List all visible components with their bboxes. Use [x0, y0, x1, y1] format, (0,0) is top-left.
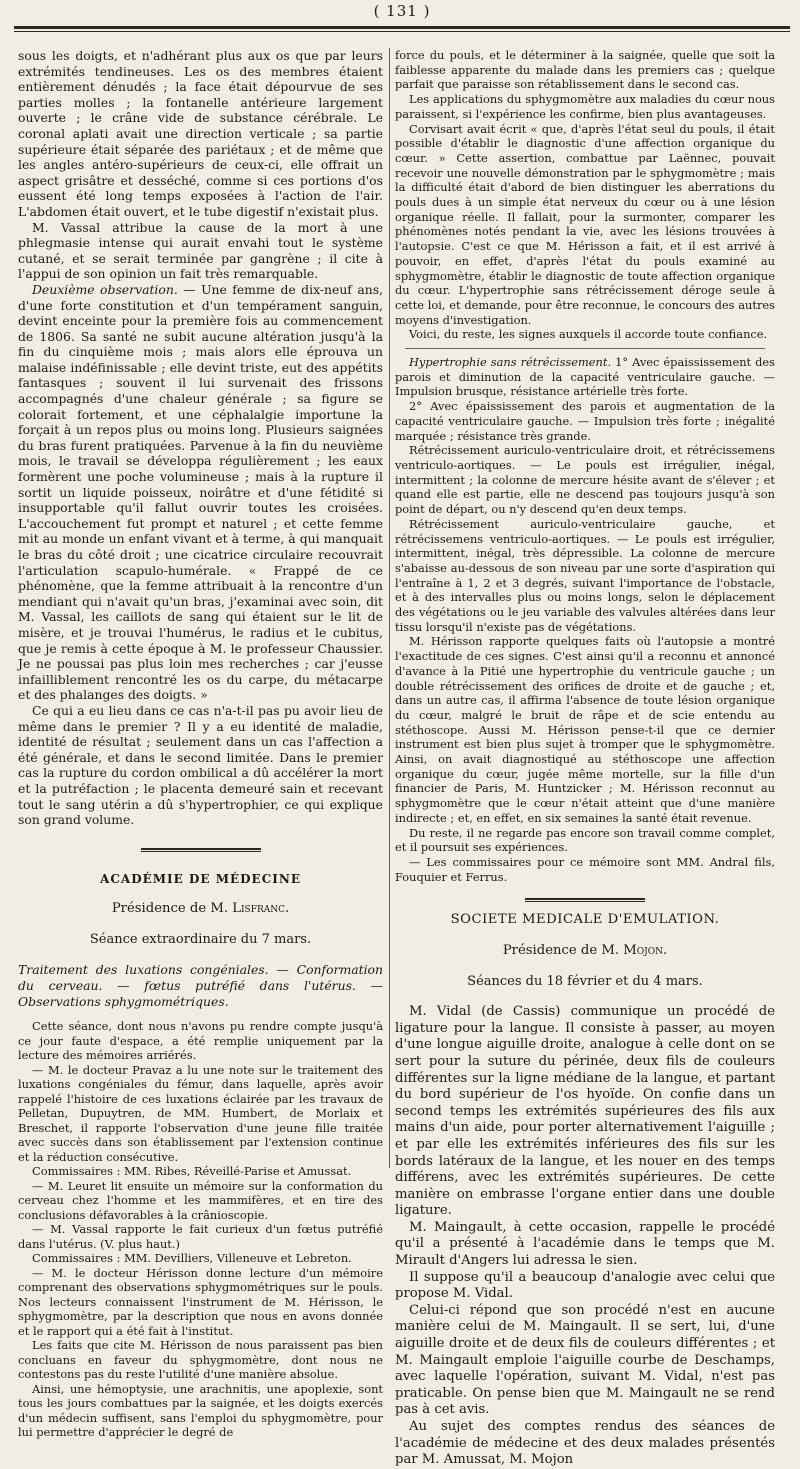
- paragraph: Rétrécissement auriculo-ventriculaire droit, et rétrécissemens ventriculo-aortiques. — Le pouls est irrégulier, inégal, intermittent ; la colonne de mercure hésite avant de s'élever ; et quand elle est partie, elle ne descend pas toujours jusqu'à son point de départ, ou n'y descend qu'en deux temps.: [395, 443, 775, 517]
- paragraph: Rétrécissement auriculo-ventriculaire gauche, et rétrécissemens ventriculo-aortiques. — Le pouls est irrégulier, intermittent, inégal, très dépressible. La colonne de mercure s'abaisse au-dessous de son niveau par une sorte d'aspiration qui l'entraîne à 1, 2 et 3 degrés, suivant l'importance de l'obstacle, et à des intervalles plus ou moins longs, selon le déplacement des végétations ou le jeu variable des valvules altérées dans leur tissu lorsqu'il n'existe pas de végétations.: [395, 516, 775, 634]
- paragraph: force du pouls, et le déterminer à la saignée, quelle que soit la faiblesse apparente du malade dans les premiers cas ; quelque parfait que paraisse son rétablissement dans le second cas.: [395, 48, 775, 92]
- paragraph: Deuxième observation. — Une femme de dix-neuf ans, d'une forte constitution et d'un tempérament sanguin, devint enceinte pour la première fois au commencement de 1806. Sa santé ne subit aucune altération jusqu'à la fin du cinquième mois ; mais alors elle éprouva un malaise indéfinissable ; elle devint triste, eut des appétits fantasques ; souvent il lui survenait des frissons accompagnés d'une chaleur générale ; sa figure se colorait fortement, et une céphalalgie importune la forçait à un repos plus ou moins long. Plusieurs saignées du bras furent pratiquées. Parvenue à la fin du neuvième mois, le travail se développa régulièrement ; les eaux formèrent une poche volumineuse ; mais à la rupture il sortit un liquide poisseux, noirâtre et d'une fétidité si insupportable qu'il fallut ouvrir toutes les croisées. L'accouchement fut prompt et naturel ; et cette femme mit au monde un enfant vivant et à terme, à qui manquait le bras du côté droit ; une cicatrice circulaire recouvrait l'articulation scapulo-humérale. « Frappé de ce phénomène, que la femme attribuait à la rencontre d'un mendiant qui n'avait qu'un bras, j'examinai avec soin, dit M. Vassal, les caillots de sang qui étaient sur le lit de misère, et je trouvai l'humérus, le radius et le cubitus, que je remis à cette époque à M. le professeur Chaussier. Je ne poussai pas plus loin mes recherches ; car j'eusse infailliblement rencontré les os du carpe, du métacarpe et des phalanges des doigts. »: [18, 281, 384, 703]
- paragraph: M. Vassal attribue la cause de la mort à une phlegmasie intense qui aurait envahi tout le système cutané, et se serait terminée par gangrène ; il cite à l'appui de son opinion un fait très remarquable.: [18, 219, 383, 282]
- paragraph: — M. le docteur Pravaz a lu une note sur le traitement des luxations congéniales du fémur, dans laquelle, après avoir rappelé l'histoire de ces luxations éclairée par les travaux de Pelletan, Dupuytren, de MM. Humbert, de Morlaix et Breschet, il rapporte l'observation d'une jeune fille traitée avec succès dans son établissement par l'extension continue et la réduction consécutive.: [18, 1062, 383, 1164]
- paragraph: Cette séance, dont nous n'avons pu rendre compte jusqu'à ce jour faute d'espace, a été remplie uniquement par la lecture des mémoires arriérés.: [18, 1019, 383, 1063]
- president-name: Mojon.: [623, 942, 668, 958]
- seance-line: Séance extraordinaire du 7 mars.: [89, 931, 312, 947]
- paragraph: M. Vidal (de Cassis) communique un procédé de ligature pour la langue. Il consiste à passer, au moyen d'une longue aiguille droite, analogue à celle dont on se sert pour la suture du périnée, deux fils de couleurs différentes sur la ligne médiane de la langue, et partant du bord supérieur de l'os hyoïde. On confie dans un second temps les extrémités supérieures des fils aux mains d'un aide, pour porter alternativement l'aiguille ; et par elle les extrémités inférieures des fils sur les bords latéraux de la langue, et les nouer en des temps différens, avec les extrémités supérieures. De cette manière on embrasse l'organe entier dans une double ligature.: [395, 1004, 775, 1219]
- paragraph: — M. Vassal rapporte le fait curieux d'un fœtus putréfié dans l'utérus. (V. plus haut.): [18, 1222, 383, 1251]
- header-rule-thick: [14, 26, 790, 29]
- president-name: Lisfranc.: [232, 901, 290, 917]
- header-rule-thin: [14, 31, 790, 32]
- paragraph: Corvisart avait écrit « que, d'après l'état seul du pouls, il était possible d'établir le diagnostic d'une affection organique du cœur. » Cette assertion, combattue par Laënnec, pouvait recevoir une nouvelle démonstration par le sphygmomètre ; mais la difficulté était d'abord de bien distinguer les aberrations du pouls dues à un simple état nerveux du cœur ou à une lésion organique réelle. Il fallait, pour la surmonter, comparer les phénomènes notés pendant la vie, avec les lésions trouvées à l'autopsie. C'est ce que M. Hérisson a fait, et il est arrivé à pouvoir, en effet, d'après l'état du pouls examiné au sphygmomètre, établir le diagnostic de toute affection organique du cœur. L'hypertrophie sans rétrécissement déroge seule à cette loi, et demande, pour être reconnue, le concours des autres moyens d'investigation.: [395, 121, 775, 327]
- paragraph: Les faits que cite M. Hérisson de nous paraissent pas bien concluans en faveur du sphygmomètre, dont nous ne contestons pas du reste l'utilité d'une manière absolue.: [18, 1338, 383, 1382]
- right-column: [395, 48, 775, 1469]
- paragraph: Au sujet des comptes rendus des séances de l'académie de médecine et des deux malades présentés par M. Amussat, M. Mojon: [395, 1419, 775, 1468]
- presidence-line: Présidence de M. Lisfranc.: [111, 901, 290, 917]
- paragraph: Les applications du sphygmomètre aux maladies du cœur nous paraissent, si l'expérience les confirme, bien plus avantageuses.: [395, 92, 775, 121]
- paragraph: Du reste, il ne regarde pas encore son travail comme complet, et il poursuit ses expériences.: [395, 825, 775, 855]
- seance-line: Séances du 18 février et du 4 mars.: [467, 973, 703, 989]
- section-title: ACADÉMIE DE MÉDECINE: [100, 871, 301, 886]
- paragraph: Hypertrophie sans rétrécissement. 1° Avec épaississement des parois et diminution de la capacité ventriculaire gauche. — Impulsion brusque, résistance artérielle très forte.: [395, 355, 776, 399]
- presidence-line: Présidence de M. Mojon.: [502, 942, 668, 958]
- paragraph: M. Maingault, à cette occasion, rappelle le procédé qu'il a présenté à l'académie dans le temps que M. Mirault d'Angers lui adressa le sien.: [395, 1219, 775, 1269]
- paragraph: M. Hérisson rapporte quelques faits où l'autopsie a montré l'exactitude de ces signes. C'est ainsi qu'il a reconnu et annoncé d'avance à la Pitié une hypertrophie du ventricule gauche ; un double rétrécissement des orifices de droite et de gauche ; et, dans un autre cas, il affirma l'absence de toute lésion organique du cœur, malgré le bruit de râpe et de scie entendu au stéthoscope. Aussi M. Hérisson pense-t-il que ce dernier instrument est bien plus sujet à tromper que le sphygmomètre. Ainsi, on avait diagnostiqué au stéthoscope une affection organique du cœur, jugée même mortelle, sur la fille d'un financier de Paris, M. Huntzicker ; M. Hérisson reconnut au sphygmomètre que le cœur n'était atteint que d'une manière indirecte ; et, en effet, en six semaines la santé était revenue.: [395, 634, 775, 825]
- page-number: ( 131 ): [373, 2, 431, 20]
- paragraph: Ainsi, une hémoptysie, une arachnitis, une apoplexie, sont tous les jours combattues par la saignée, et les doigts exercés d'un médecin suffisent, sans l'emploi du sphygmomètre, pour lui permettre d'apprécier le degré de: [18, 1381, 383, 1440]
- paragraph: Commissaires : MM. Devilliers, Villeneuve et Lebreton.: [32, 1251, 352, 1266]
- paragraph: — M. le docteur Hérisson donne lecture d'un mémoire comprenant des observations sphygmométriques sur le pouls. Nos lecteurs connaissent l'instrument de M. Hérisson, le sphygmomètre, par la description que nous en avons donnée et le rapport qui a été fait à l'institut.: [18, 1265, 383, 1338]
- paragraph: Ce qui a eu lieu dans ce cas n'a-t-il pas pu avoir lieu de même dans le premier ? Il y a eu identité de maladie, identité de résultat ; seulement dans un cas l'affection a été générale, et dans le second limitée. Dans le premier cas la rupture du cordon ombilical a dû accélérer la mort et la putréfaction ; le placenta demeuré sain et recevant tout le sang utérin a dû s'hypertrophier, ce qui explique son grand volume.: [18, 702, 383, 828]
- paragraph: — Les commissaires pour ce mémoire sont MM. Andral fils, Fouquier et Ferrus.: [395, 854, 775, 884]
- paragraph: Il suppose qu'il a beaucoup d'analogie avec celui que propose M. Vidal.: [395, 1269, 775, 1302]
- hypertrophy-label: Hypertrophie sans rétrécissement.: [409, 355, 612, 370]
- section-title: SOCIETE MEDICALE D'EMULATION.: [450, 912, 720, 928]
- column-divider: [389, 48, 390, 1168]
- paragraph: sous les doigts, et n'adhérant plus aux os que par leurs extrémités tendineuses. Les os des membres étaient entièrement dénudés ; la face était dépourvue de ses parties molles ; la fontanelle antérieure largement ouverte ; le crâne vide de substance cérébrale. Le coronal aplati avait une direction verticale ; sa partie supérieure était séparée des pariétaux ; et de même que les angles antéro-supérieurs de ceux-ci, elle offrait un aspect grisâtre et desséché, comme si ces portions d'os eussent été long temps exposées à l'action de l'air. L'abdomen était ouvert, et le tube digestif n'existait plus.: [18, 48, 383, 219]
- paragraph: Commissaires : MM. Ribes, Réveillé-Parise et Amussat.: [32, 1164, 352, 1179]
- paragraph: Celui-ci répond que son procédé n'est en aucune manière celui de M. Maingault. Il se sert, lui, d'une aiguille droite et de deux fils de couleurs différentes ; et M. Maingault emploie l'aiguille courbe de Deschamps, avec laquelle l'opération, suivant M. Vidal, n'est pas praticable. On pense bien que M. Maingault ne se rend pas à cet avis.: [395, 1302, 775, 1418]
- session-summary: Traitement des luxations congéniales. — Conformation du cerveau. — fœtus putréfié dans l'utérus. — Observations sphygmométriques.: [18, 962, 383, 1009]
- left-column: [18, 48, 383, 1440]
- paragraph: 2° Avec épaississement des parois et augmentation de la capacité ventriculaire gauche. — Impulsion très forte ; inégalité marquée ; résistance très grande.: [395, 399, 775, 443]
- paragraph: — M. Leuret lit ensuite un mémoire sur la conformation du cerveau chez l'homme et les mammifères, et en tire des conclusions défavorables à la crânioscopie.: [18, 1178, 383, 1222]
- observation-label: Deuxième observation.: [32, 281, 178, 297]
- paragraph: Voici, du reste, les signes auxquels il accorde toute confiance.: [409, 327, 768, 342]
- page-header: [14, 4, 790, 32]
